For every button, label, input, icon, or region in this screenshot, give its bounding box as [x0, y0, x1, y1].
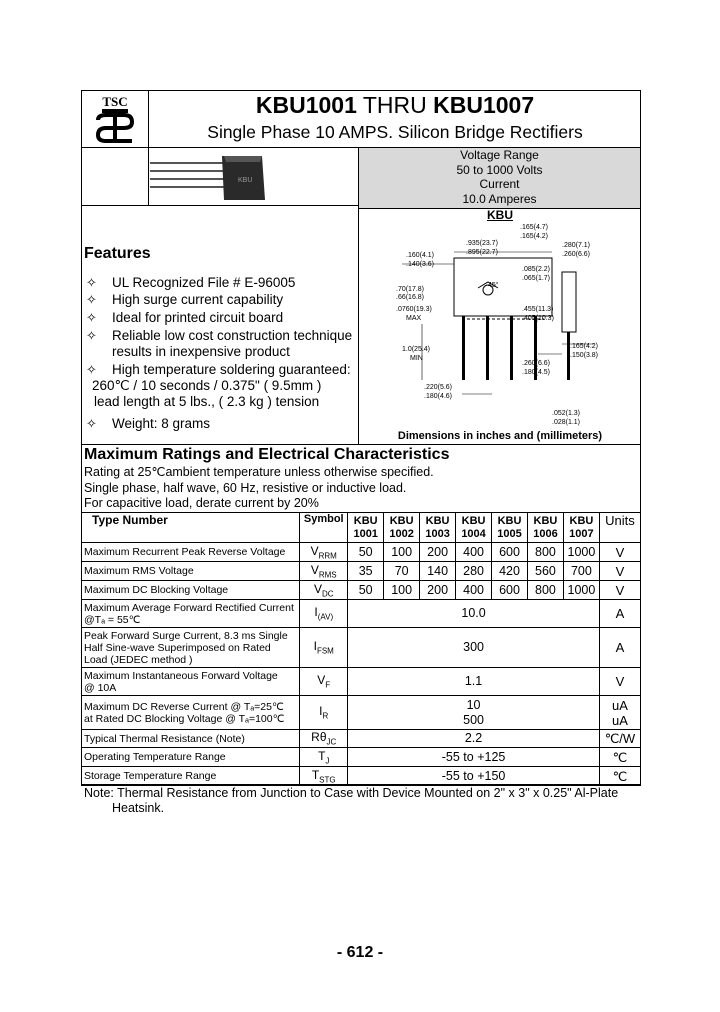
unit-cell: V [599, 543, 640, 562]
star-bullet-icon: ✧ [86, 362, 97, 377]
value-line: 10.0 [461, 606, 486, 620]
symbol-subscript: STG [319, 775, 336, 785]
unit-line: A [615, 640, 625, 655]
feature-line [86, 362, 351, 378]
symbol-cell [300, 748, 348, 767]
part-prefix: KBU [425, 514, 450, 527]
label-line: Load (JEDEC method ) [84, 653, 193, 666]
value-cell [348, 748, 600, 767]
feature-text: results in inexpensive product [112, 344, 290, 359]
dim-label: .150(3.8) [570, 352, 599, 359]
value-cell [348, 730, 600, 748]
value-cell [348, 696, 600, 730]
voltage-range-box [359, 148, 640, 208]
dim-label: .165(4.2) [570, 343, 599, 350]
table-row [82, 696, 641, 730]
title-part1: KBU1001 [255, 92, 357, 118]
features-heading: Features [84, 245, 151, 262]
value-cell [348, 767, 600, 786]
row-label: Maximum DC Blocking Voltage [82, 581, 300, 600]
part-suffix: 1001 [353, 527, 378, 540]
page-number: - 612 - [336, 944, 384, 961]
value-cell [348, 668, 600, 696]
header-part-number [348, 513, 384, 543]
feature-line [86, 310, 283, 326]
unit-line: uA [612, 697, 628, 713]
value-cell: 50 [348, 581, 384, 600]
header-part-number [492, 513, 528, 543]
symbol-cell [300, 628, 348, 668]
symbol-text: I [319, 704, 323, 719]
value-cell: 200 [420, 581, 456, 600]
value-cell [348, 628, 600, 668]
table-row [82, 748, 641, 767]
feature-line [86, 292, 283, 308]
dim-label: .70(17.8) [396, 286, 425, 293]
part-prefix: KBU [533, 514, 558, 527]
dim-label: 1.0(25.4) [402, 346, 431, 353]
header-units: Units [599, 513, 640, 543]
dimension-labels [362, 224, 638, 428]
feature-text: Reliable low cost construction technique [112, 328, 353, 343]
feature-item [86, 292, 283, 308]
star-bullet-icon: ✧ [86, 310, 97, 325]
symbol-text: T [318, 748, 326, 763]
header-part-number [563, 513, 599, 543]
part-suffix: 1006 [533, 527, 558, 540]
symbol-text: V [317, 673, 326, 688]
value-line: 2.2 [464, 731, 483, 745]
value-cell: 100 [384, 581, 420, 600]
row-label [82, 767, 300, 786]
label-line: @ 10A [84, 681, 117, 694]
symbol-cell [300, 543, 348, 562]
row-label: Maximum Recurrent Peak Reverse Voltage [82, 543, 300, 562]
svg-text:KBU: KBU [238, 177, 253, 184]
star-bullet-icon: ✧ [86, 292, 97, 307]
part-prefix: KBU [461, 514, 486, 527]
symbol-text: V [310, 543, 319, 558]
star-bullet-icon: ✧ [86, 416, 97, 431]
header-part-number [456, 513, 492, 543]
unit-line: ℃ [612, 768, 628, 784]
rating-line: Rating at 25℃ambient temperature unless otherwise specified. [84, 465, 434, 479]
label-line: Maximum DC Reverse Current @ Tₐ=25℃ [84, 700, 284, 713]
part-prefix: KBU [569, 514, 594, 527]
symbol-subscript: F [325, 680, 331, 690]
dim-label: .165(4.7) [520, 224, 549, 231]
feature-text: High temperature soldering guaranteed: [112, 362, 351, 377]
value-line: 10 [466, 697, 481, 712]
feature-text: Ideal for printed circuit board [112, 310, 284, 325]
value-cell: 400 [456, 581, 492, 600]
unit-cell [599, 600, 640, 628]
part-prefix: KBU [497, 514, 522, 527]
symbol-text: V [310, 562, 319, 577]
part-prefix: KBU [389, 514, 414, 527]
value-line: -55 to +125 [441, 749, 506, 764]
header-part-number [384, 513, 420, 543]
value-line: -55 to +150 [441, 768, 506, 783]
value-cell: 200 [420, 543, 456, 562]
label-line: Maximum Average Forward Rectified Current [84, 601, 294, 614]
rating-line: Single phase, half wave, 60 Hz, resistive or inductive load. [84, 481, 407, 495]
title-part2: KBU1007 [433, 92, 535, 118]
label-line: Peak Forward Surge Current, 8.3 ms Single [84, 629, 288, 642]
dim-label: .895(22.7) [466, 249, 498, 256]
symbol-subscript: RRM [318, 551, 337, 561]
dim-label: .180(4.5) [522, 369, 551, 376]
value-cell: 700 [563, 562, 599, 581]
feature-line [86, 328, 352, 344]
label-line: Half Sine-wave Superimposed on Rated [84, 641, 271, 654]
table-row [82, 600, 641, 628]
unit-cell [599, 696, 640, 730]
part-suffix: 1004 [461, 527, 486, 540]
page-subtitle: Single Phase 10 AMPS. Silicon Bridge Rectifiers [207, 122, 583, 142]
symbol-subscript: J [325, 756, 330, 766]
dim-label: .66(16.8) [396, 294, 425, 301]
feature-line [86, 344, 352, 360]
part-suffix: 1005 [497, 527, 522, 540]
dim-label: .935(23.7) [466, 240, 498, 247]
value-cell: 420 [492, 562, 528, 581]
dim-label: .085(2.2) [522, 266, 551, 273]
star-bullet-icon: ✧ [86, 328, 97, 343]
row-label [82, 600, 300, 628]
title-thru: THRU [356, 92, 434, 118]
header-type-number: Type Number [82, 513, 300, 543]
dim-label: .280(7.1) [562, 242, 591, 249]
symbol-subscript: RMS [318, 570, 337, 580]
dim-label: .160(4.1) [406, 252, 435, 259]
value-cell: 140 [420, 562, 456, 581]
table-row [82, 562, 641, 581]
ratings-divider [81, 444, 641, 445]
dim-label: .455(11.3) [522, 306, 554, 313]
feature-item [86, 328, 352, 360]
value-line: 1.1 [464, 674, 483, 688]
value-cell: 50 [348, 543, 384, 562]
value-cell: 1000 [563, 581, 599, 600]
row-label: Maximum RMS Voltage [82, 562, 300, 581]
value-cell [348, 600, 600, 628]
unit-line: ℃ [612, 749, 628, 765]
dim-label: .260(6.6) [562, 251, 591, 258]
feature-text: UL Recognized File # E-96005 [112, 275, 296, 290]
thermal-note [84, 786, 644, 816]
label-line: Typical Thermal Resistance (Note) [84, 732, 245, 745]
value-cell: 800 [527, 581, 563, 600]
dim-label: MIN [410, 355, 423, 362]
unit-line: A [615, 606, 625, 621]
note-line2: Heatsink. [112, 801, 165, 815]
label-line: @Tₐ = 55℃ [84, 613, 141, 626]
feature-line [86, 416, 210, 432]
unit-line: uA [612, 712, 628, 728]
table-row [82, 767, 641, 786]
unit-cell [599, 730, 640, 748]
row-label [82, 628, 300, 668]
feature-item [86, 310, 283, 326]
unit-cell [599, 668, 640, 696]
part-suffix: 1003 [425, 527, 450, 540]
dim-label: .140(3.6) [406, 261, 435, 268]
dim-label: .0760(19.3) [396, 306, 432, 313]
value-cell: 400 [456, 543, 492, 562]
feature-item [86, 362, 351, 410]
label-line: Maximum Instantaneous Forward Voltage [84, 669, 278, 682]
package-label: KBU [487, 208, 513, 222]
table-row [82, 581, 641, 600]
rating-line: For capacitive load, derate current by 20% [84, 496, 319, 510]
unit-line: V [615, 674, 625, 689]
unit-line: ℃/W [604, 731, 636, 746]
unit-cell [599, 767, 640, 786]
value-cell: 100 [384, 543, 420, 562]
part-suffix: 1002 [389, 527, 414, 540]
label-line: at Rated DC Blocking Voltage @ Tₐ=100℃ [84, 712, 285, 725]
table-row [82, 668, 641, 696]
feature-line [86, 275, 295, 291]
dim-label: .065(1.7) [522, 275, 551, 282]
part-suffix: 1007 [569, 527, 594, 540]
unit-cell [599, 748, 640, 767]
value-cell: 560 [527, 562, 563, 581]
dim-label: .220(5.6) [424, 384, 453, 391]
value-cell: 35 [348, 562, 384, 581]
unit-cell: V [599, 581, 640, 600]
label-line: Operating Temperature Range [84, 751, 226, 763]
header-symbol: Symbol [300, 513, 348, 543]
value-line: 500 [463, 712, 484, 727]
symbol-cell [300, 668, 348, 696]
dim-label: .052(1.3) [552, 410, 581, 417]
dim-label: .260(6.6) [522, 360, 551, 367]
symbol-subscript: (AV) [317, 612, 334, 622]
symbol-cell [300, 562, 348, 581]
feature-line [86, 378, 351, 394]
unit-cell [599, 628, 640, 668]
symbol-cell [300, 600, 348, 628]
value-cell: 1000 [563, 543, 599, 562]
symbol-subscript: R [322, 711, 329, 721]
note-line1: Note: Thermal Resistance from Junction to Case with Device Mounted on 2" x 3" x 0.25" Al-Plate [84, 786, 619, 800]
dim-label: .165(4.2) [520, 233, 549, 240]
tsc-logo [82, 91, 148, 147]
feature-item [86, 416, 210, 432]
dim-label: 45° [488, 282, 499, 289]
table-row [82, 628, 641, 668]
row-label [82, 748, 300, 767]
row-label [82, 730, 300, 748]
part-prefix: KBU [353, 514, 378, 527]
symbol-subscript: DC [321, 589, 334, 599]
symbol-text: T [311, 767, 320, 782]
symbol-text: Rθ [311, 730, 327, 745]
vrange-line3: Current [479, 177, 520, 192]
image-divider [81, 205, 358, 206]
dim-label: .405(10.3) [522, 315, 554, 322]
symbol-cell [300, 581, 348, 600]
label-line: Storage Temperature Range [84, 770, 217, 782]
symbol-text: I [314, 605, 318, 620]
vrange-line1: Voltage Range [460, 148, 539, 162]
row-label [82, 668, 300, 696]
star-bullet-icon: ✧ [86, 275, 97, 290]
symbol-subscript: FSM [316, 646, 334, 656]
table-row [82, 543, 641, 562]
value-cell: 600 [492, 581, 528, 600]
feature-text: lead length at 5 lbs., ( 2.3 kg ) tension [94, 394, 320, 409]
symbol-subscript: JC [326, 737, 337, 747]
vrange-line2: 50 to 1000 Volts [456, 162, 543, 177]
unit-cell: V [599, 562, 640, 581]
component-photo [150, 152, 270, 204]
table-row [82, 730, 641, 748]
dimensions-note: Dimensions in inches and (millimeters) [397, 430, 603, 442]
symbol-text: I [313, 639, 317, 654]
symbol-cell [300, 696, 348, 730]
feature-text: High surge current capability [112, 292, 284, 307]
dim-label: .028(1.1) [552, 419, 581, 426]
row-label [82, 696, 300, 730]
feature-text: Weight: 8 grams [112, 416, 211, 431]
ratings-heading: Maximum Ratings and Electrical Characteristics [84, 446, 450, 463]
value-line: 300 [463, 640, 484, 654]
value-cell: 280 [456, 562, 492, 581]
logo-text: TSC [102, 94, 128, 109]
header-part-number [420, 513, 456, 543]
feature-text: 260℃ / 10 seconds / 0.375" ( 9.5mm ) [92, 378, 322, 393]
dim-label: .180(4.6) [424, 393, 453, 400]
value-cell: 800 [527, 543, 563, 562]
value-cell: 70 [384, 562, 420, 581]
table-header-row [82, 513, 641, 543]
vrange-line4: 10.0 Amperes [462, 191, 537, 206]
symbol-cell [300, 730, 348, 748]
value-cell: 600 [492, 543, 528, 562]
feature-line [86, 394, 351, 410]
symbol-text: V [313, 581, 322, 596]
feature-item [86, 275, 295, 291]
page-title [150, 92, 640, 119]
header-part-number [527, 513, 563, 543]
symbol-cell [300, 767, 348, 786]
dim-label: MAX [406, 315, 422, 322]
spec-table [81, 512, 641, 786]
